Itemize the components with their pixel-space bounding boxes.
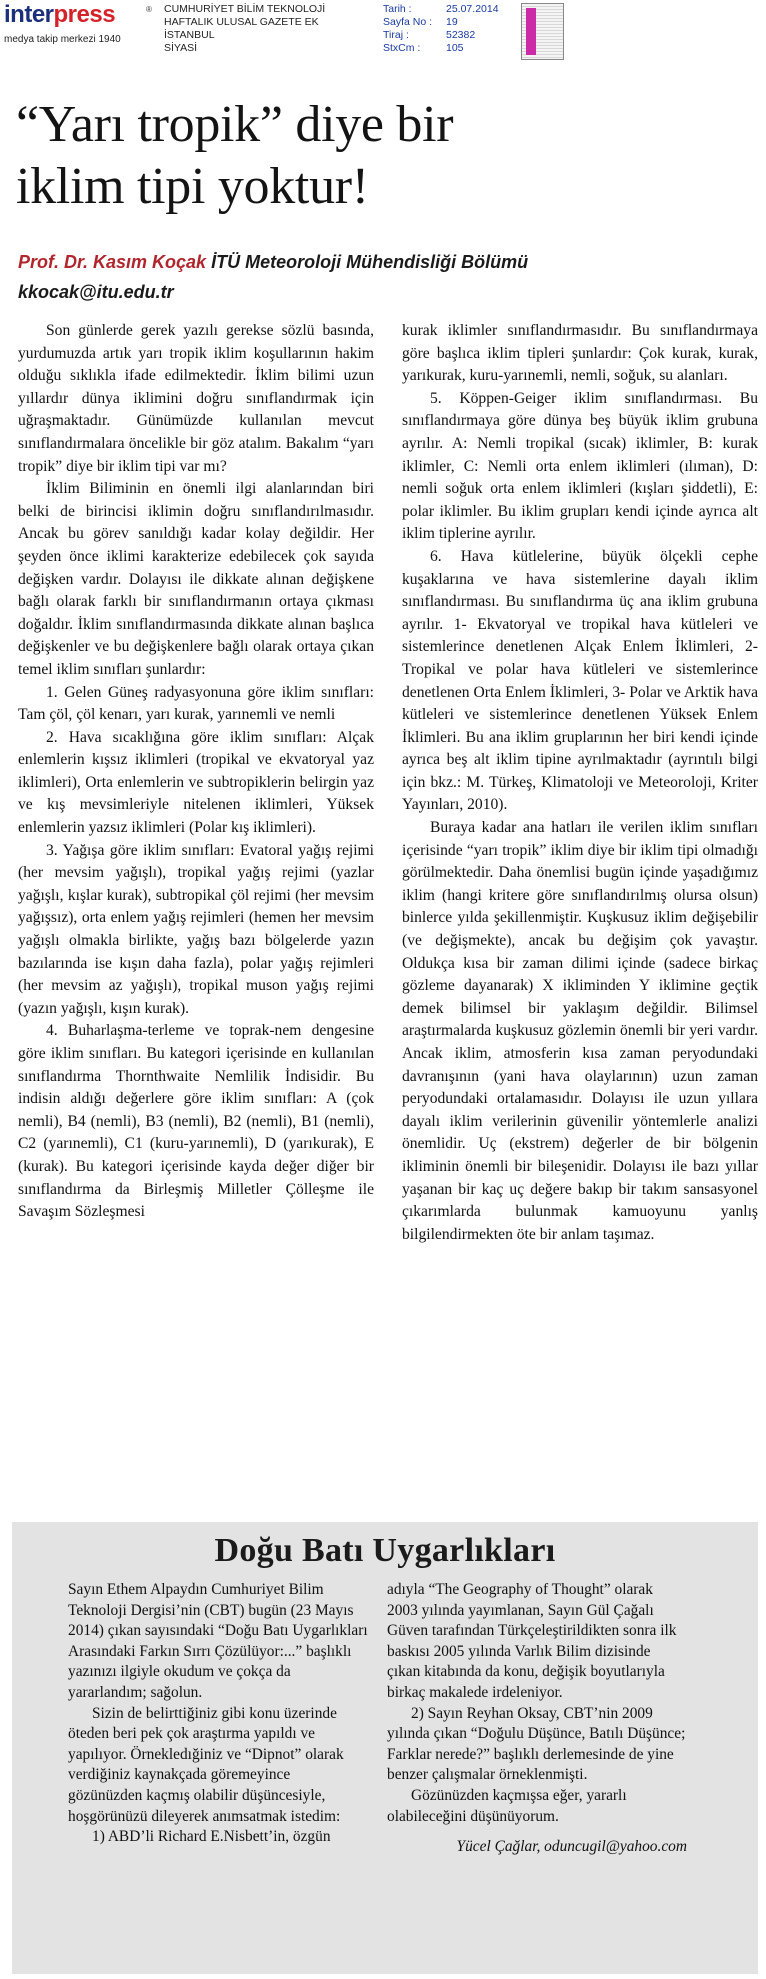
paragraph: Son günlerde gerek yazılı gerekse sözlü basında, yurdumuzda artık yarı tropik iklim koşullarının hakim olduğu sıklıkla ifade edilmektedir. İklim bilimi uzun yıllardır dünya iklimini doğru sınıflandırmak için uğraşmaktadır. Günümüzde kullanılan mevcut sınıflandırmalara öncelikle bir göz atalım. Bakalım “yarı tropik” diye bir iklim tipi var mı? [18, 322, 374, 475]
meta-row-stxcm [383, 42, 499, 55]
page-thumbnail [521, 3, 564, 60]
meta-row-circulation [383, 29, 499, 42]
interpress-logo [4, 2, 156, 48]
paragraph: Buraya kadar ana hatları ile verilen iklim sınıfları içerisinde “yarı tropik” iklim diye bir iklim tipi olmadığı görülmektedir. Daha önemlisi bugün içinde yaşadığımız iklim (hangi kritere göre sınıflandırılmış olursa olsun) binlerce yılda şekillenmiştir. Kuşkusuz iklim değişebilir (ve değişmekte), ancak bu değişim çok yavaştır. Oldukça kısa bir zaman dilimi içinde (sadece birkaç gözleme dayanarak) X ikliminden Y iklimine geçtik demek bilimsel bir yaklaşım değildir. Bilimsel araştırmalarda kuşkusuz gözlemin önemli bir yeri vardır. Ancak iklim, atmosferin kısa zaman peryodundaki davranışının (yani hava olaylarının) uzun zaman peryodundaki ortalamasıdır. Dolayısı ile uzun yıllara dayalı iklim verilerinin güvenilir yöntemlerle analizi önemlidir. Uç (ekstrem) değerler de bir bölgenin ikliminin önemli bir bileşenidir. Dolayısı ile bazı yıllar yaşanan bir kaç uç değere bakıp bir takım sansasyonel çıkarımlarda bulunmak kamuoyunu yanlış bilgilendirmekten öte bir anlam taşımaz. [402, 819, 758, 1243]
paragraph: 4. Buharlaşma-terleme ve toprak-nem dengesine göre iklim sınıfları. Bu kategori içerisinde en kullanılan sınıflandırma Thornthwaite Nemlilik İndisidir. Bu indisin aldığı değerlere göre iklim sınıfları: A (çok nemli), B4 (nemli), B3 (nemli), B2 (nemli), B1 (nemli), C2 (yarınemli), C1 (kuru-yarınemli), D (yarıkurak), E (kurak). Bu kategori içerisinde kayda değer diğer bir sınıflandırma da Birleşmiş Milletler Çölleşme ile Savaşım Sözleşmesi [18, 1022, 374, 1221]
logo-wordmark [4, 2, 115, 28]
source-info [164, 3, 325, 55]
letter-column-left [68, 1580, 368, 1848]
paragraph: 6. Hava kütlelerine, büyük ölçekli cephe kuşaklarına ve hava sistemlerine dayalı iklim sınıflandırması. Bu sınıflandırma üç ana iklim grubuna ayrılır. 1- Ekvatoryal ve tropikal hava kütleleri ve sistemlerince denetlenen Alçak Enlem İklimleri, 2- Tropikal ve polar hava kütleleri ve sistemlerince denetlenen Orta Enlem İklimleri, 3- Polar ve Arktik hava kütleleri ve sistemlerince denetlenen Yüksek Enlem İklimleri. Bu ana iklim gruplarının her biri kendi içinde ayrıca beş alt iklim tipine ayrılmaktadır (ayrıntılı bilgi için bkz.: M. Türkeş, Klimatoloji ve Meteoroloji, Kriter Yayınları, 2010). [402, 547, 758, 814]
thumbnail-strip [526, 8, 536, 55]
letter-paragraph: Sizin de belirttiğiniz gibi konu üzerinde öteden beri pek çok araştırma yapıldı ve yapılıyor. Örnekledığiniz ve “Dipnot” olarak verdiğiniz kaynakçada göremeyince gözünüzden kaçmış olabilir düşüncesiyle, hoşgörünüzü dileyerek anımsatmak istedim: [68, 1704, 344, 1825]
logo-tagline: medya takip merkezi 1940 [4, 34, 121, 45]
meta-label: Tarih : [383, 3, 412, 15]
letter-column-right [387, 1580, 687, 1858]
meta-value: 105 [446, 42, 464, 54]
source-line: CUMHURİYET BİLİM TEKNOLOJİ [164, 3, 326, 15]
byline [18, 252, 528, 273]
letter-title: Doğu Batı Uygarlıkları [214, 1532, 556, 1569]
paragraph: İklim Biliminin en önemli ilgi alanlarından biri belki de birincisi iklimin doğru sınıflandırılmasıdır. Ancak bu görev sanıldığı kadar kolay değildir. Her şeyden önce iklimi karakterize edebilecek çok sayıda değişken vardır. Dolayısı ile dikkate alınan değişkene bağlı olarak farklı bir sınıflandırmanın ortaya çıkması doğaldır. İklim sınıflandırmasında dikkate alınan başlıca değişkenler ve bu değişkenlere bağlı olarak ortaya çıkan temel iklim sınıfları şunlardır: [18, 480, 374, 678]
paragraph: 3. Yağışa göre iklim sınıfları: Evatoral yağış rejimi (her mevsim yağışlı), tropikal yağış rejimi (yazlar yağışlı, kışlar kurak), subtropikal çöl rejimi (her mevsim yağışsız), orta enlem yağış rejimleri (hemen her mevsim yağışlı olmakla birlikte, yağış bazı bölgelerde yazın bazılarında ise kışın daha fazla), polar yağış rejimleri (her mevsim az yağışlı), tropikal muson yağış rejimi (yazın yağışlı, kışın kurak). [18, 841, 374, 1017]
letter-paragraph: adıyla “The Geography of Thought” olarak 2003 yılında yayımlanan, Sayın Gül Çağalı Güven tarafından Türkçeleştirildikten sonra ilk baskısı 2005 yılında Varlık Bilim dizisinde çıkan kitabında da konu, değişik boyutlarıyla birkaç makalede irdeleniyor. [387, 1581, 677, 1701]
clipping-meta [383, 3, 499, 55]
author-email: kkocak@itu.edu.tr [18, 282, 174, 302]
headline-line: iklim tipi yoktur! [16, 158, 369, 215]
meta-row-page [383, 16, 499, 29]
paragraph: kurak iklimler sınıflandırmasıdır. Bu sınıflandırmaya göre başlıca iklim tipleri şunlardır: Çok kurak, kurak, yarıkurak, kuru-yarınemli, nemli, soğuk, su alanları. [402, 322, 758, 385]
article-column-right [402, 320, 758, 1246]
source-line: SİYASİ [164, 42, 198, 54]
paragraph: 2. Hava sıcaklığına göre iklim sınıfları: Alçak enlemlerin kışsız iklimleri (tropikal ve ekvatoryal yaz iklimleri), Orta enlemlerin ve subtropiklerin belirgin yaz ve kış mevsimleriyle nitelenen iklimleri, Yüksek enlemlerin yazsız iklimleri (Polar kış iklimleri). [18, 728, 374, 837]
article-headline [16, 94, 736, 218]
logo-part2: press [53, 1, 116, 28]
meta-row-date [383, 3, 499, 16]
clipping-header [0, 0, 766, 74]
meta-label: Tiraj : [383, 29, 409, 41]
letter-paragraph: 2) Sayın Reyhan Oksay, CBT’nin 2009 yılında çıkan “Doğulu Düşünce, Batılı Düşünce; Farklar nerede?” başlıklı derlemesinde de yine benzer çalışmalar örneklenmişti. [387, 1704, 686, 1784]
article [12, 82, 758, 1522]
letter-paragraph: Sayın Ethem Alpaydın Cumhuriyet Bilim Teknoloji Dergisi’nin (CBT) bugün (23 Mayıs 2014) çıkan sayısındaki “Doğu Batı Uygarlıkları Arasındaki Farkın Sırrı Çözülüyor:...” başlıklı yazınızı ilgiyle okudum ve çokça da yararlandım; sağolun. [68, 1581, 368, 1701]
article-column-left [18, 320, 374, 1224]
meta-value: 19 [446, 16, 458, 28]
source-line: HAFTALIK ULUSAL GAZETE EK [164, 16, 319, 28]
letter-signature: Yücel Çağlar, oduncugil@yahoo.com [456, 1838, 687, 1856]
meta-label: StxCm : [383, 42, 421, 54]
meta-value: 52382 [446, 29, 476, 41]
letter-box [12, 1522, 758, 1974]
registered-mark: ® [146, 5, 152, 14]
meta-value: 25.07.2014 [446, 3, 499, 15]
letter-paragraph: Gözünüzden kaçmışsa eğer, yararlı olabileceğini düşünüyorum. [387, 1786, 627, 1825]
letter-paragraph: 1) ABD’li Richard E.Nisbett’in, özgün [92, 1828, 331, 1846]
logo-part1: inter [4, 1, 54, 28]
paragraph: 1. Gelen Güneş radyasyonuna göre iklim sınıfları: Tam çöl, çöl kenarı, yarı kurak, yarınemli ve nemli [18, 683, 374, 724]
author-name: Prof. Dr. Kasım Koçak [18, 252, 207, 272]
meta-label: Sayfa No : [383, 16, 433, 28]
headline-line: “Yarı tropik” diye bir [16, 96, 454, 153]
author-department: İTÜ Meteoroloji Mühendisliği Bölümü [206, 252, 529, 272]
paragraph: 5. Köppen-Geiger iklim sınıflandırması. Bu sınıflandırmaya göre dünya beş büyük iklim grubuna ayrılır. A: Nemli tropikal (sıcak) iklimler, B: kurak iklimler, C: Nemli orta enlem iklimleri (ılıman), D: nemli soğuk orta enlem iklimleri (kışları şiddetli), E: polar iklimler. Bu iklim grupları kendi içinde ayrıca alt iklim tiplerine ayrılır. [402, 389, 758, 543]
source-line: İSTANBUL [164, 29, 215, 41]
